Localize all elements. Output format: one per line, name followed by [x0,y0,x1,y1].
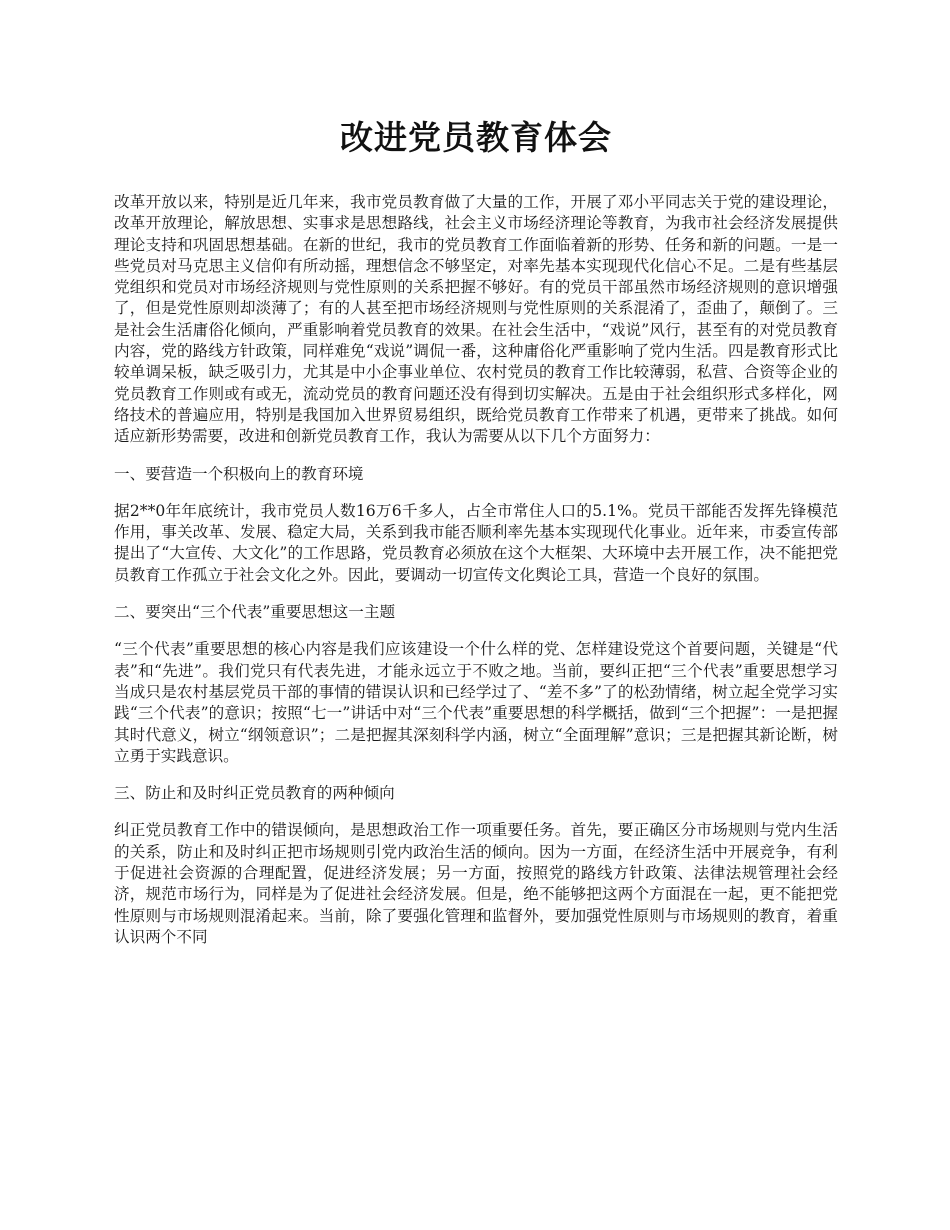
section-paragraph-2: “三个代表”重要思想的核心内容是我们应该建设一个什么样的党、怎样建设党这个首要问题，关键是“代表”和“先进”。我们党只有代表先进，才能永远立于不败之地。当前，要纠正把“三个代表”重要思想学习当成只是农村基层党员干部的事情的错误认识和已经学过了、“差不多”了的松劲情绪，树立起全党学习实践“三个代表”的意识；按照“七一”讲话中对“三个代表”重要思想的科学概括，做到“三个把握”：一是把握其时代意义，树立“纲领意识”；二是把握其深刻科学内涵，树立“全面理解”意识；三是把握其新论断，树立勇于实践意识。 [114,640,838,765]
section-heading-1: 一、要营造一个积极向上的教育环境 [114,464,364,483]
section-heading-3: 三、防止和及时纠正党员教育的两种倾向 [114,784,395,803]
section-paragraph-1: 据2**0年年底统计，我市党员人数16万6千多人，占全市常住人口的5.1%。党员干部能否发挥先锋模范作用，事关改革、发展、稳定大局，关系到我市能否顺利率先基本实现现代化事业。近年来，市委宣传部提出了“大宣传、大文化”的工作思路，党员教育必须放在这个大框架、大环境中去开展工作，决不能把党员教育工作孤立于社会文化之外。因此，要调动一切宣传文化舆论工具，营造一个良好的氛围。 [114,501,838,584]
section-paragraph-3: 纠正党员教育工作中的错误倾向，是思想政治工作一项重要任务。首先，要正确区分市场规则与党内生活的关系，防止和及时纠正把市场规则引党内政治生活的倾向。因为一方面，在经济生活中开展竞争，有利于促进社会资源的合理配置，促进经济发展；另一方面，按照党的路线方针政策、法律法规管理社会经济，规范市场行为，同样是为了促进社会经济发展。但是，绝不能够把这两个方面混在一起，更不能把党性原则与市场规则混淆起来。当前，除了要强化管理和监督外，要加强党性原则与市场规则的教育，着重认识两个不同 [114,821,838,946]
document-page [114,110,838,964]
intro-paragraph: 改革开放以来，特别是近几年来，我市党员教育做了大量的工作，开展了邓小平同志关于党的建设理论，改革开放理论，解放思想、实事求是思想路线，社会主义市场经济理论等教育，为我市社会经济发展提供理论支持和巩固思想基础。在新的世纪，我市的党员教育工作面临着新的形势、任务和新的问题。一是一些党员对马克思主义信仰有所动摇，理想信念不够坚定，对率先基本实现现代化信心不足。二是有些基层党组织和党员对市场经济规则与党性原则的关系把握不够好。有的党员干部虽然市场经济规则的意识增强了，但是党性原则却淡薄了；有的人甚至把市场经济规则与党性原则的关系混淆了，歪曲了，颠倒了。三是社会生活庸俗化倾向，严重影响着党员教育的效果。在社会生活中，“戏说”风行，甚至有的对党员教育内容，党的路线方针政策，同样难免“戏说”调侃一番，这种庸俗化严重影响了党内生活。四是教育形式比较单调呆板，缺乏吸引力，尤其是中小企事业单位、农村党员的教育工作比较薄弱，私营、合资等企业的党员教育工作则或有或无，流动党员的教育问题还没有得到切实解决。五是由于社会组织形式多样化，网络技术的普遍应用，特别是我国加入世界贸易组织，既给党员教育工作带来了机遇，更带来了挑战。如何适应新形势需要，改进和创新党员教育工作，我认为需要从以下几个方面努力： [114,193,838,446]
document-title: 改进党员教育体会 [340,118,612,157]
section-heading-2: 二、要突出“三个代表”重要思想这一主题 [114,603,396,622]
